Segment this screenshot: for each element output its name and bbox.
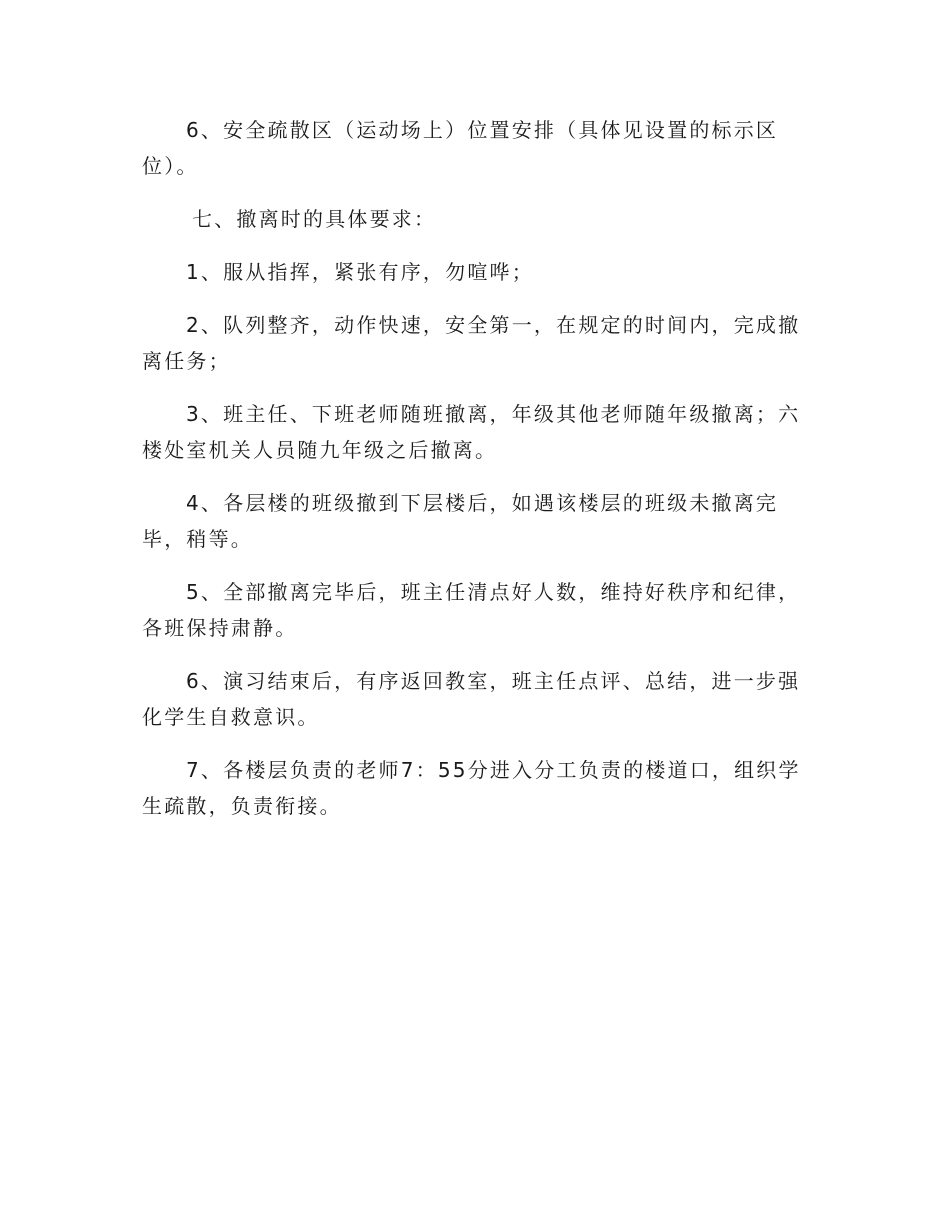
requirement-item-4: 4、各层楼的班级撤到下层楼后，如遇该楼层的班级未撤离完毕，稍等。 <box>142 491 779 551</box>
requirement-item-3: 3、班主任、下班老师随班撤离，年级其他老师随年级撤离；六楼处室机关人员随九年级之后撤离。 <box>142 402 801 462</box>
requirement-item-5: 5、全部撤离完毕后，班主任清点好人数，维持好秩序和纪律，各班保持肃静。 <box>142 580 801 640</box>
requirement-item-6: 6、演习结束后，有序返回教室，班主任点评、总结，进一步强化学生自救意识。 <box>142 669 801 729</box>
requirement-item-2: 2、队列整齐，动作快速，安全第一，在规定的时间内，完成撤离任务； <box>142 313 801 373</box>
requirement-item-7: 7、各楼层负责的老师7：55分进入分工负责的楼道口，组织学生疏散，负责衔接。 <box>142 758 801 818</box>
document-body <box>142 112 806 841</box>
requirement-item-1: 1、服从指挥，紧张有序，勿喧哗； <box>186 260 534 284</box>
section-heading-requirements: 七、撤离时的具体要求： <box>192 207 437 231</box>
paragraph-evacuation-area: 6、安全疏散区（运动场上）位置安排（具体见设置的标示区位）。 <box>142 118 779 178</box>
